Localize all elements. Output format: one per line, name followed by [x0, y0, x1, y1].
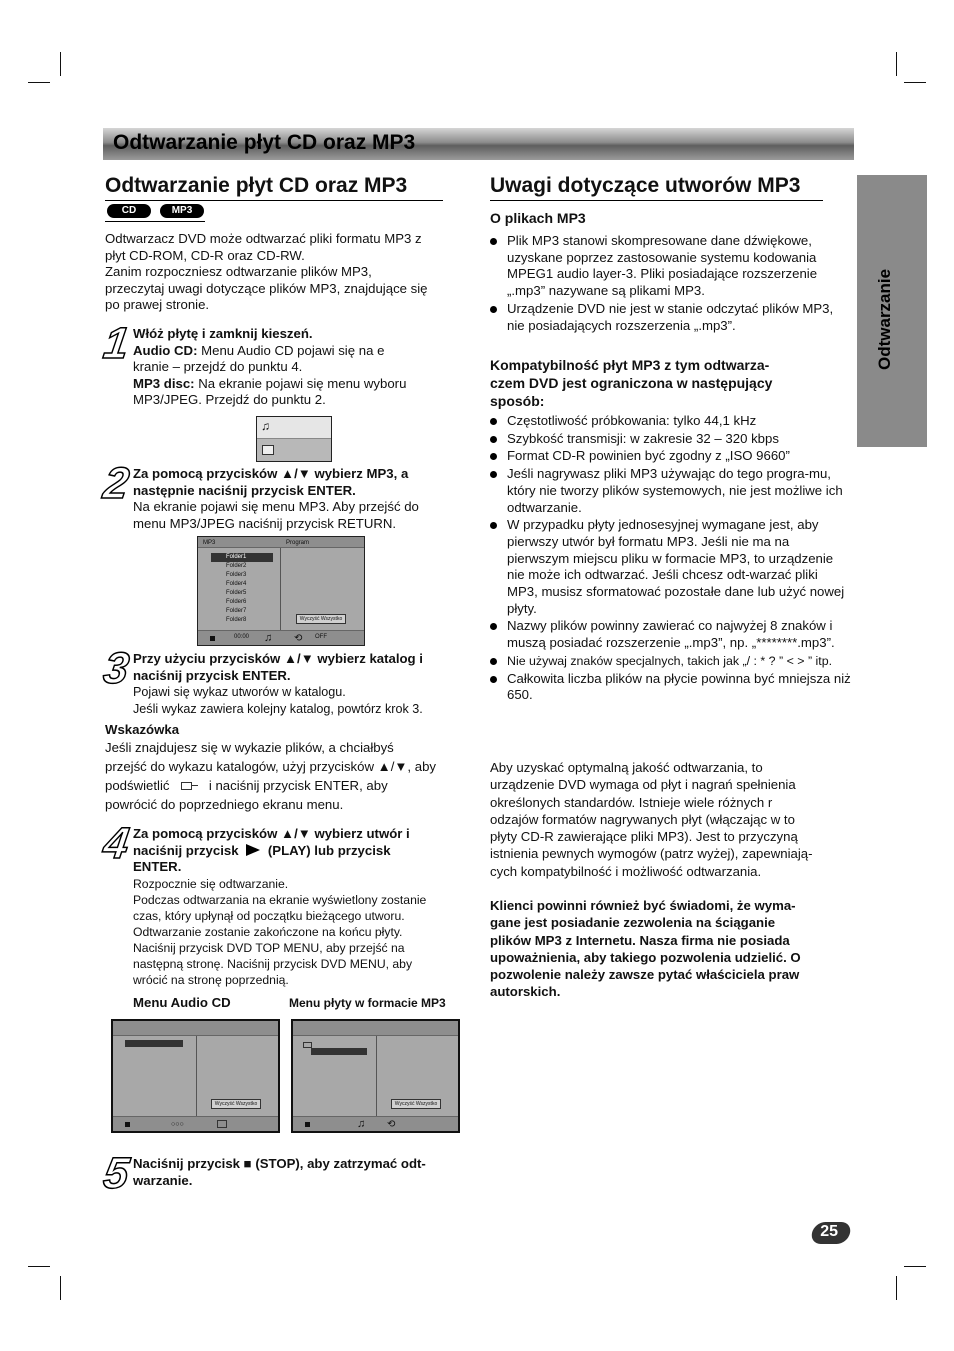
- step-2-line: Na ekranie pojawi się menu MP3. Aby przejść do: [133, 499, 419, 514]
- step-2-text: [133, 466, 463, 532]
- page-number: 25: [820, 1223, 839, 1240]
- list-item: Całkowita liczba plików na płycie powinna być mniejsza niż 650.: [490, 671, 852, 704]
- music-note-icon: ♫: [357, 1118, 366, 1130]
- menu-mp3-label: Menu płyty w formacie MP3: [289, 996, 446, 1010]
- step-4-text: [133, 826, 468, 988]
- step-4-body: Odtwarzanie zostanie zakończone na końcu płyty.: [133, 924, 403, 939]
- repeat-status: OFF: [315, 634, 327, 640]
- screen-header: [293, 1021, 458, 1036]
- stop-icon: [305, 1122, 310, 1127]
- selected-track-highlight: [125, 1040, 183, 1047]
- paragraph-line: określonych standardów. Istnieje wiele różnych r: [490, 794, 773, 810]
- intro-text: [105, 231, 465, 314]
- step-1-title: Włóż płytę i zamknij kieszeń.: [133, 326, 313, 341]
- paragraph-line: Aby uzyskać optymalną jakość odtwarzania, to: [490, 760, 763, 775]
- notice-line: autorskich.: [490, 984, 561, 1000]
- list-item: Szybkość transmisji: w zakresie 32 – 320 kbps: [490, 431, 852, 448]
- mp3-disc-label: MP3 disc:: [133, 375, 195, 391]
- program-icon: [217, 1120, 227, 1128]
- paragraph-line: płyty CD-R zawierające pliki MP3). Jest to przyczyną: [490, 829, 798, 845]
- step-4-line: naciśnij przycisk: [133, 842, 239, 858]
- subheading-line: Kompatybilność płyt MP3 z tym odtwarza-: [490, 357, 770, 373]
- crop-mark: [60, 1276, 61, 1300]
- crop-mark: [896, 1276, 897, 1300]
- list-item: Format CD-R powinien być zgodny z „ISO 9660”: [490, 448, 852, 465]
- step-4-body: wrócić na stronę poprzednią.: [133, 972, 289, 987]
- list-item: Urządzenie DVD nie jest w stanie odczytać plików MP3, nie posiadających rozszerzenia „.mp3”.: [490, 301, 850, 334]
- cd-badge: CD: [107, 204, 151, 218]
- left-heading: Odtwarzanie płyt CD oraz MP3: [105, 174, 408, 197]
- clear-all-button[interactable]: Wyczyść Wszystko: [211, 1099, 261, 1109]
- folder-up-icon: [179, 781, 199, 790]
- step-4-line: ENTER.: [133, 859, 182, 874]
- music-option[interactable]: [257, 417, 331, 439]
- screen-header: [198, 537, 364, 548]
- screen-divider: [376, 1036, 377, 1116]
- mp3-disc-text: Na ekranie pojawi się menu wyboru: [198, 375, 407, 391]
- audio-cd-text: Menu Audio CD pojawi się na e: [201, 342, 385, 358]
- paragraph-line: urządzenie DVD wymaga od płyt i nagrań spełnienia: [490, 777, 796, 793]
- step-number-3: 3: [100, 644, 132, 693]
- intro-line: Odtwarzacz DVD może odtwarzać pliki formatu MP3 z: [105, 231, 422, 246]
- step-3-line: Jeśli wykaz zawiera kolejny katalog, powtórz krok 3.: [133, 701, 423, 716]
- tip-block: [105, 722, 465, 814]
- folder-item[interactable]: Folder8: [226, 617, 247, 623]
- folder-item[interactable]: Folder7: [226, 608, 247, 614]
- list-item: Częstotliwość próbkowania: tylko 44,1 kHz: [490, 413, 852, 430]
- step-4-body: Podczas odtwarzania na ekranie wyświetlony zostanie: [133, 892, 427, 907]
- compatibility-subheading: [490, 356, 840, 410]
- tip-title: Wskazówka: [105, 722, 180, 737]
- notice-line: pozwolenie należy zawsze pytać właściciela praw: [490, 967, 800, 983]
- crop-mark: [60, 52, 61, 76]
- screen-footer: [198, 630, 364, 645]
- step-4-body: Rozpocznie się odtwarzanie.: [133, 876, 289, 891]
- tip-line: i naciśnij przycisk ENTER, aby: [208, 778, 388, 793]
- folder-item[interactable]: Folder6: [226, 599, 247, 605]
- intro-line: płyt CD-ROM, CD-R oraz CD-RW.: [105, 247, 305, 263]
- step-4-line: (PLAY) lub przycisk: [267, 842, 391, 858]
- screen-footer: [293, 1116, 458, 1131]
- step-3-line: Przy użyciu przycisków ▲/▼ wybierz katalog i: [133, 651, 423, 666]
- notice-line: plików MP3 z Internetu. Nasza firma nie posiada: [490, 932, 790, 948]
- repeat-icon: ⟲: [387, 1119, 396, 1130]
- mp3-disc-menu-screen: [291, 1019, 460, 1133]
- crop-mark: [904, 1266, 926, 1267]
- quality-paragraph: [490, 759, 852, 880]
- audio-cd-label: Audio CD:: [133, 342, 198, 358]
- photo-option[interactable]: [257, 439, 331, 461]
- step-3-text: [133, 651, 463, 717]
- step-number-2: 2: [100, 459, 132, 508]
- screen-divider: [280, 548, 281, 630]
- banner-title: Odtwarzanie płyt CD oraz MP3: [113, 131, 416, 154]
- step-4-body: Naciśnij przycisk DVD TOP MENU, aby przejść na: [133, 940, 405, 955]
- step-4-body: czas, który upłynął od początku bieżącego utworu.: [133, 908, 405, 923]
- step-4-body: następną stronę. Naciśnij przycisk DVD MENU, aby: [133, 956, 413, 971]
- notice-line: upoważnienia, aby takiego pozwolenia udzielić. O: [490, 949, 801, 965]
- image-icon: [262, 445, 274, 455]
- list-item: Jeśli nagrywasz pliki MP3 używając do tego progra-mu, który nie tworzy plików systemowych, nie jest możliwe ich odtwarzanie.: [490, 466, 852, 516]
- audio-cd-text: kranie – przejdź do punktu 4.: [133, 359, 303, 374]
- paragraph-line: cych kompatybilność i możliwość odtwarzania.: [490, 863, 762, 879]
- step-number-1: 1: [100, 319, 132, 368]
- paragraph-line: odzajów formatów nagrywanych płyt (włączając w to: [490, 811, 795, 827]
- list-item: Nazwy plików powinny zawierać co najwyżej 8 znaków i muszą posiadać rozszerzenie „.mp3”, np. „********.mp3”.: [490, 618, 852, 651]
- paragraph-line: istnienia pewnych wymogów (patrz wyżej), zapewniają-: [490, 846, 813, 862]
- side-tab-label: Odtwarzanie: [875, 268, 894, 370]
- elapsed-time: 00:00: [234, 634, 250, 640]
- step-3-line: Pojawi się wykaz utworów w katalogu.: [133, 685, 346, 699]
- list-item: Plik MP3 stanowi skompresowane dane dźwiękowe, uzyskane poprzez zastosowanie systemu kodowania MPEG1 audio layer-3. Pliki posiadające rozszerzenie „.mp3” nazywane są plikami MP3.: [490, 233, 850, 300]
- music-note-icon: ♫: [261, 419, 270, 433]
- list-item: W przypadku płyty jednosesyjnej wymagane jest, aby pierwszy utwór był formatu MP3. Jeśli nie ma na pierwszym miejscu pliku w formacie MP3, to urządzenie nie może ich odtwarzać. Jeśli chcesz odt-warzać pliki MP3, musisz sformatować pozostałe dane lub użyć nowej płyty.: [490, 517, 852, 617]
- page-number-badge: [810, 1222, 853, 1244]
- intro-line: po prawej stronie.: [105, 297, 210, 312]
- about-mp3-subheading: O plikach MP3: [490, 210, 586, 226]
- play-icon: [246, 844, 260, 856]
- tip-line: podświetlić: [105, 778, 170, 793]
- repeat-icon: ⟲: [294, 633, 303, 644]
- heading-rule: [490, 200, 823, 201]
- mp3-disc-text: MP3/JPEG. Przejdź do punktu 2.: [133, 392, 326, 407]
- step-5-text: [133, 1156, 468, 1189]
- screen-divider: [196, 1036, 197, 1116]
- list-item: Nie używaj znaków specjalnych, takich jak „/ : * ? ” < > ” itp.: [490, 653, 852, 670]
- subheading-line: czem DVD jest ograniczona w następujący: [490, 375, 773, 391]
- step-5-line: Naciśnij przycisk ■ (STOP), aby zatrzymać odt-: [133, 1156, 426, 1171]
- disc-icon: ○○○: [171, 1121, 184, 1128]
- step-2-line: menu MP3/JPEG naciśnij przycisk RETURN.: [133, 515, 397, 531]
- stop-icon: [210, 636, 215, 641]
- stop-icon: [125, 1122, 130, 1127]
- copyright-notice: [490, 897, 852, 1001]
- intro-line: Zanim rozpoczniesz odtwarzanie plików MP3,: [105, 264, 372, 279]
- selected-track-highlight: [311, 1048, 367, 1055]
- compatibility-list: [490, 413, 852, 705]
- music-note-icon: ♫: [264, 632, 273, 644]
- folder-item[interactable]: Folder4: [226, 581, 247, 587]
- tip-line: powrócić do poprzedniego ekranu menu.: [105, 797, 344, 812]
- step-1-text: [133, 326, 463, 409]
- menu-audio-cd-label: Menu Audio CD: [133, 995, 231, 1010]
- screen-footer: [113, 1116, 278, 1131]
- badge-rule: [105, 221, 205, 222]
- right-heading: Uwagi dotyczące utworów MP3: [490, 174, 801, 197]
- crop-mark: [904, 82, 926, 83]
- notice-line: Klienci powinni również być świadomi, że wyma-: [490, 898, 796, 913]
- heading-rule: [105, 200, 443, 201]
- notice-line: gane jest posiadanie zezwolenia na ściąganie: [490, 915, 776, 931]
- crop-mark: [28, 82, 50, 83]
- subheading-line: sposób:: [490, 393, 545, 409]
- step-number-5: 5: [100, 1149, 132, 1198]
- step-4-line: Za pomocą przycisków ▲/▼ wybierz utwór i: [133, 826, 410, 841]
- screen-header-right: Program: [286, 540, 310, 546]
- intro-line: przeczytaj uwagi dotyczące plików MP3, znajdujące się: [105, 280, 428, 296]
- section-banner: [103, 128, 854, 160]
- tip-line: Jeśli znajdujesz się w wykazie plików, a chciałbyś: [105, 740, 394, 755]
- step-2-line: następnie naciśnij przycisk ENTER.: [133, 482, 356, 498]
- folder-item[interactable]: Folder1: [226, 554, 247, 560]
- mp3-files-list: [490, 233, 850, 335]
- folder-item[interactable]: Folder2: [226, 563, 247, 569]
- folder-item[interactable]: Folder3: [226, 572, 247, 578]
- clear-all-button[interactable]: Wyczyść Wszystko: [391, 1099, 441, 1109]
- audio-cd-menu-screen: [111, 1019, 280, 1133]
- clear-all-button[interactable]: Wyczyść Wszystko: [296, 614, 346, 624]
- screen-header: [113, 1021, 278, 1036]
- step-3-line: naciśnij przycisk ENTER.: [133, 667, 291, 683]
- step-number-4: 4: [100, 819, 132, 868]
- crop-mark: [28, 1266, 50, 1267]
- mp3-jpeg-select-screen: [256, 416, 332, 462]
- screen-header-left: MP3: [203, 540, 216, 546]
- mp3-badge: MP3: [160, 204, 204, 218]
- step-5-line: warzanie.: [133, 1172, 193, 1188]
- side-tab: [857, 175, 927, 447]
- mp3-menu-screen: [197, 536, 365, 646]
- crop-mark: [896, 52, 897, 76]
- tip-line: przejść do wykazu katalogów, użyj przycisków ▲/▼, aby: [105, 759, 437, 774]
- folder-item[interactable]: Folder5: [226, 590, 247, 596]
- step-2-line: Za pomocą przycisków ▲/▼ wybierz MP3, a: [133, 466, 409, 481]
